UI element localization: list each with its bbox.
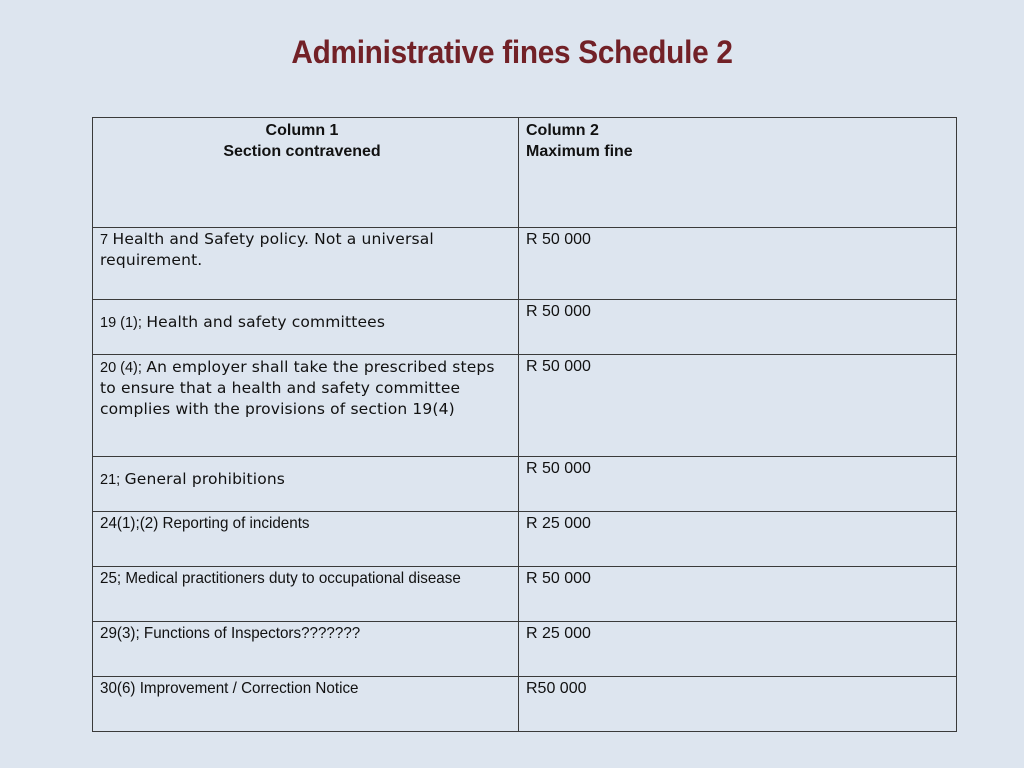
section-number: 19 (1); [100, 315, 142, 331]
section-cell [93, 355, 519, 457]
table-row [93, 300, 957, 355]
table-row [93, 355, 957, 457]
section-cell [93, 300, 519, 355]
column-2-title: Column 2 [526, 122, 599, 139]
table-header-row [93, 118, 957, 228]
section-number: 20 (4); [100, 360, 142, 376]
section-description: Health and safety committees [146, 313, 386, 331]
fine-value: R 25 000 [526, 515, 591, 532]
fine-cell [519, 457, 957, 512]
section-cell [93, 677, 519, 732]
fine-value: R 25 000 [526, 625, 591, 642]
column-2-header [519, 118, 957, 228]
fine-cell [519, 567, 957, 622]
section-cell [93, 622, 519, 677]
table-row [93, 677, 957, 732]
page-title: Administrative fines Schedule 2 [291, 34, 733, 70]
fine-value: R 50 000 [526, 231, 591, 248]
fine-value: R50 000 [526, 680, 587, 697]
table-row [93, 622, 957, 677]
fine-cell [519, 677, 957, 732]
fine-cell [519, 300, 957, 355]
fine-cell [519, 622, 957, 677]
section-number: 21; [100, 472, 121, 488]
table-row [93, 512, 957, 567]
section-description: 24(1);(2) Reporting of incidents [100, 515, 310, 532]
column-1-header [93, 118, 519, 228]
column-2-subtitle: Maximum fine [526, 143, 633, 160]
section-description: 25; Medical practitioners duty to occupational disease [100, 570, 461, 587]
fine-cell [519, 355, 957, 457]
fine-cell [519, 228, 957, 300]
fine-value: R 50 000 [526, 460, 591, 477]
section-description: Health and Safety policy. Not a universal requirement. [100, 230, 434, 269]
section-number: 7 [100, 232, 109, 248]
table-row [93, 228, 957, 300]
table-row [93, 567, 957, 622]
fine-cell [519, 512, 957, 567]
column-1-title: Column 1 [265, 122, 339, 139]
section-cell [93, 567, 519, 622]
column-1-subtitle: Section contravened [223, 143, 381, 160]
section-cell [93, 512, 519, 567]
fine-value: R 50 000 [526, 358, 591, 375]
fine-value: R 50 000 [526, 303, 591, 320]
section-description: 29(3); Functions of Inspectors??????? [100, 625, 361, 642]
section-description: 30(6) Improvement / Correction Notice [100, 680, 359, 697]
section-description: An employer shall take the prescribed steps to ensure that a health and safety committee complies with the provisions of section 19(4) [100, 358, 495, 418]
fine-value: R 50 000 [526, 570, 591, 587]
fines-table [92, 117, 957, 732]
table-row [93, 457, 957, 512]
section-cell [93, 228, 519, 300]
section-cell [93, 457, 519, 512]
section-description: General prohibitions [124, 470, 286, 488]
